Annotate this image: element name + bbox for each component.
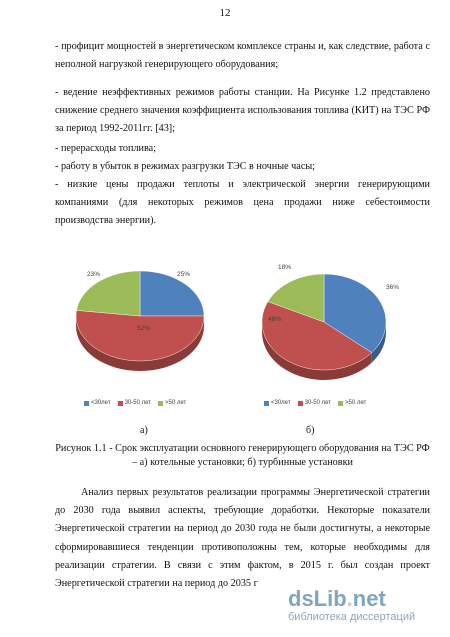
legend-item bbox=[158, 400, 186, 406]
paragraph-low-prices: - низкие цены продажи теплоты и электрической энергии генерирующими компаниями (для некоторых режимов цена продажи ниже себестоимости производства энергии). bbox=[55, 179, 430, 227]
pie-data-label: 52% bbox=[137, 325, 151, 332]
paragraph-modes: - ведение неэффективных режимов работы станции. На Рисунке 1.2 представлено снижение среднего значения коэффициента использования топлива (КИТ) на ТЭС РФ за период 1992-2011гг. [43]; bbox=[55, 87, 430, 135]
legend-swatch-green bbox=[338, 401, 343, 406]
page-number: 12 bbox=[219, 7, 231, 19]
paragraph-overspend: - перерасходы топлива; bbox=[55, 143, 157, 154]
watermark-subtitle: библиотека диссертаций bbox=[288, 611, 416, 623]
pie-data-label: 18% bbox=[278, 264, 292, 271]
figure-caption: Рисунок 1.1 - Срок эксплуатации основного генерирующего оборудования на ТЭС РФ – а) котельные установки; б) турбинные установки bbox=[55, 443, 430, 468]
legend-swatch-blue bbox=[264, 401, 269, 406]
legend-swatch-red bbox=[118, 401, 123, 406]
legend-label: 30-50 лет bbox=[124, 400, 151, 406]
sub-label-a: а) bbox=[140, 425, 148, 436]
pie-data-label: 36% bbox=[386, 284, 400, 291]
legend-swatch-red bbox=[298, 401, 303, 406]
legend-item bbox=[338, 400, 366, 406]
legend-boilers bbox=[84, 400, 186, 406]
paragraph-loss: - работу в убыток в режимах разгрузки ТЭС в ночные часы; bbox=[55, 161, 316, 172]
watermark-logo-dot: . bbox=[346, 586, 353, 611]
legend-swatch-blue bbox=[84, 401, 89, 406]
legend-label: >50 лет bbox=[344, 400, 367, 406]
legend-label: >50 лет bbox=[164, 400, 187, 406]
watermark bbox=[288, 587, 448, 624]
pie-data-label: 46% bbox=[268, 316, 282, 323]
pie-chart-turbines bbox=[246, 258, 406, 398]
watermark-logo-tld: net bbox=[352, 586, 386, 611]
legend-turbines bbox=[264, 400, 366, 406]
pie-data-label: 23% bbox=[87, 271, 101, 278]
legend-item bbox=[118, 400, 151, 406]
legend-item bbox=[298, 400, 331, 406]
legend-swatch-green bbox=[158, 401, 163, 406]
legend-item bbox=[264, 400, 291, 406]
legend-label: <30лет bbox=[271, 400, 291, 406]
paragraph-surplus: - профицит мощностей в энергетическом комплексе страны и, как следствие, работа с неполной нагрузкой генерирующего оборудования; bbox=[55, 41, 430, 71]
pie-data-label: 25% bbox=[177, 271, 191, 278]
legend-label: 30-50 лет bbox=[304, 400, 331, 406]
watermark-logo bbox=[288, 587, 448, 611]
paragraph-analysis: Анализ первых результатов реализации программы Энергетической стратегии до 2030 года выявил аспекты, требующие доработки. Некоторые показатели Энергетической стратегии на период до 2030 года не были достигнуты, а некоторые сформировавшиеся тенденции противоположны тем, которые необходимы для реализации стратегии. В связи с этим фактом, в 2015 г. был создан проект Энергетической стратегии на период до 2035 г bbox=[55, 487, 430, 590]
sub-label-b: б) bbox=[306, 425, 315, 436]
legend-label: <30лет bbox=[91, 400, 111, 406]
pie-slice-1 bbox=[140, 271, 204, 316]
legend-item bbox=[84, 400, 111, 406]
pie-chart-boilers bbox=[65, 258, 225, 398]
watermark-logo-main: dsLib bbox=[288, 586, 347, 611]
